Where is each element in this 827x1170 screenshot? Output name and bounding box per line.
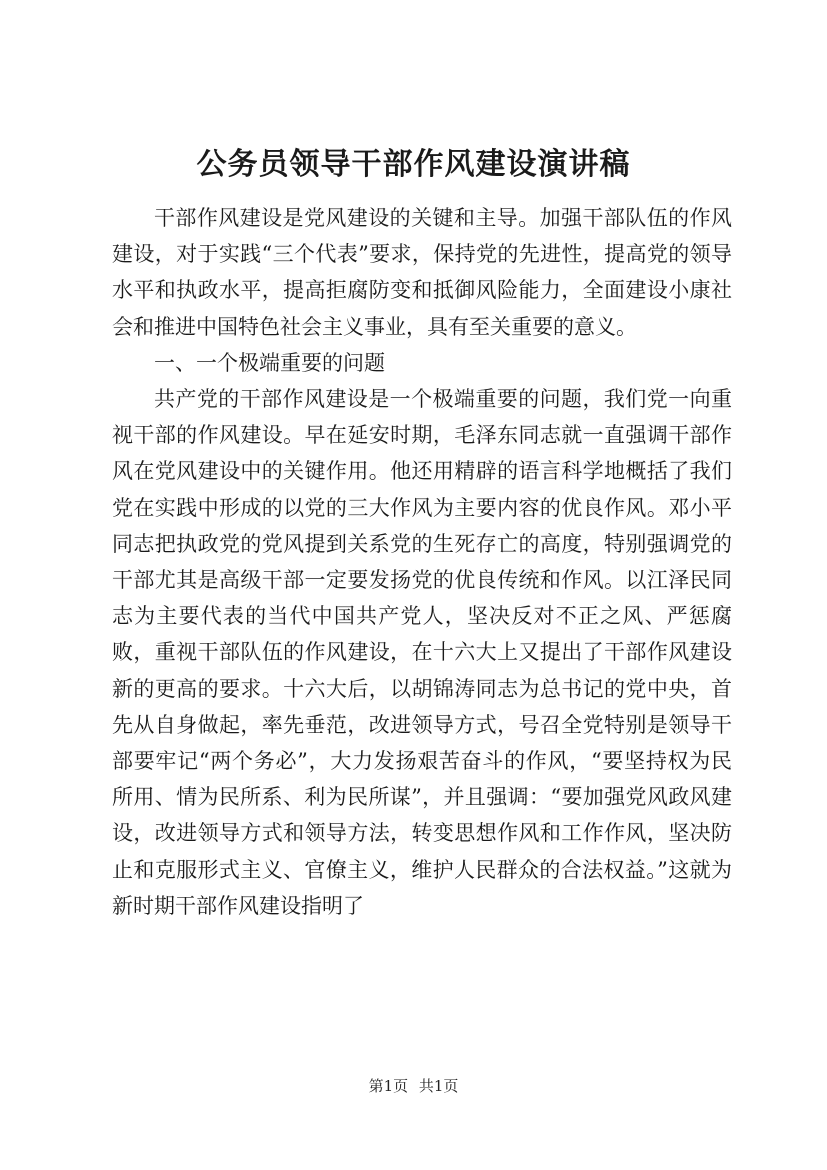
section-heading: 一、一个极端重要的问题 — [154, 350, 385, 375]
page-number: 第1页 — [368, 1077, 409, 1095]
page-footer — [0, 1076, 827, 1096]
paragraph-section-one: 共产党的干部作风建设是一个极端重要的问题，我们党一向重视干部的作风建设。早在延安时期，毛泽东同志就一直强调干部作风在党风建设中的关键作用。他还用精辟的语言科学地概括了我们党在实践中形成的以党的三大作风为主要内容的优良作风。邓小平同志把执政党的党风提到关系党的生死存亡的高度，特别强调党的干部尤其是高级干部一定要发扬党的优良传统和作风。以江泽民同志为主要代表的当代中国共产党人，坚决反对不正之风、严惩腐败，重视干部队伍的作风建设，在十六大上又提出了干部作风建设新的更高的要求。十六大后，以胡锦涛同志为总书记的党中央，首先从自身做起，率先垂范，改进领导方式，号召全党特别是领导干部要牢记“两个务必”，大力发扬艰苦奋斗的作风，“要坚持权为民所用、情为民所系、利为民所谋”，并且强调：“要加强党风政风建设，改进领导方式和领导方法，转变思想作风和工作作风，坚决防止和克服形式主义、官僚主义，维护人民群众的合法权益。”这就为新时期干部作风建设指明了 — [112, 387, 732, 918]
page-total: 共1页 — [418, 1077, 459, 1095]
document-title: 公务员领导干部作风建设演讲稿 — [196, 147, 631, 182]
paragraph-intro: 干部作风建设是党风建设的关键和主导。加强干部队伍的作风建设，对于实践“三个代表”要求，保持党的先进性，提高党的领导水平和执政水平，提高拒腐防变和抵御风险能力，全面建设小康社会和推进中国特色社会主义事业，具有至关重要的意义。 — [112, 206, 732, 339]
document-body — [112, 200, 732, 924]
